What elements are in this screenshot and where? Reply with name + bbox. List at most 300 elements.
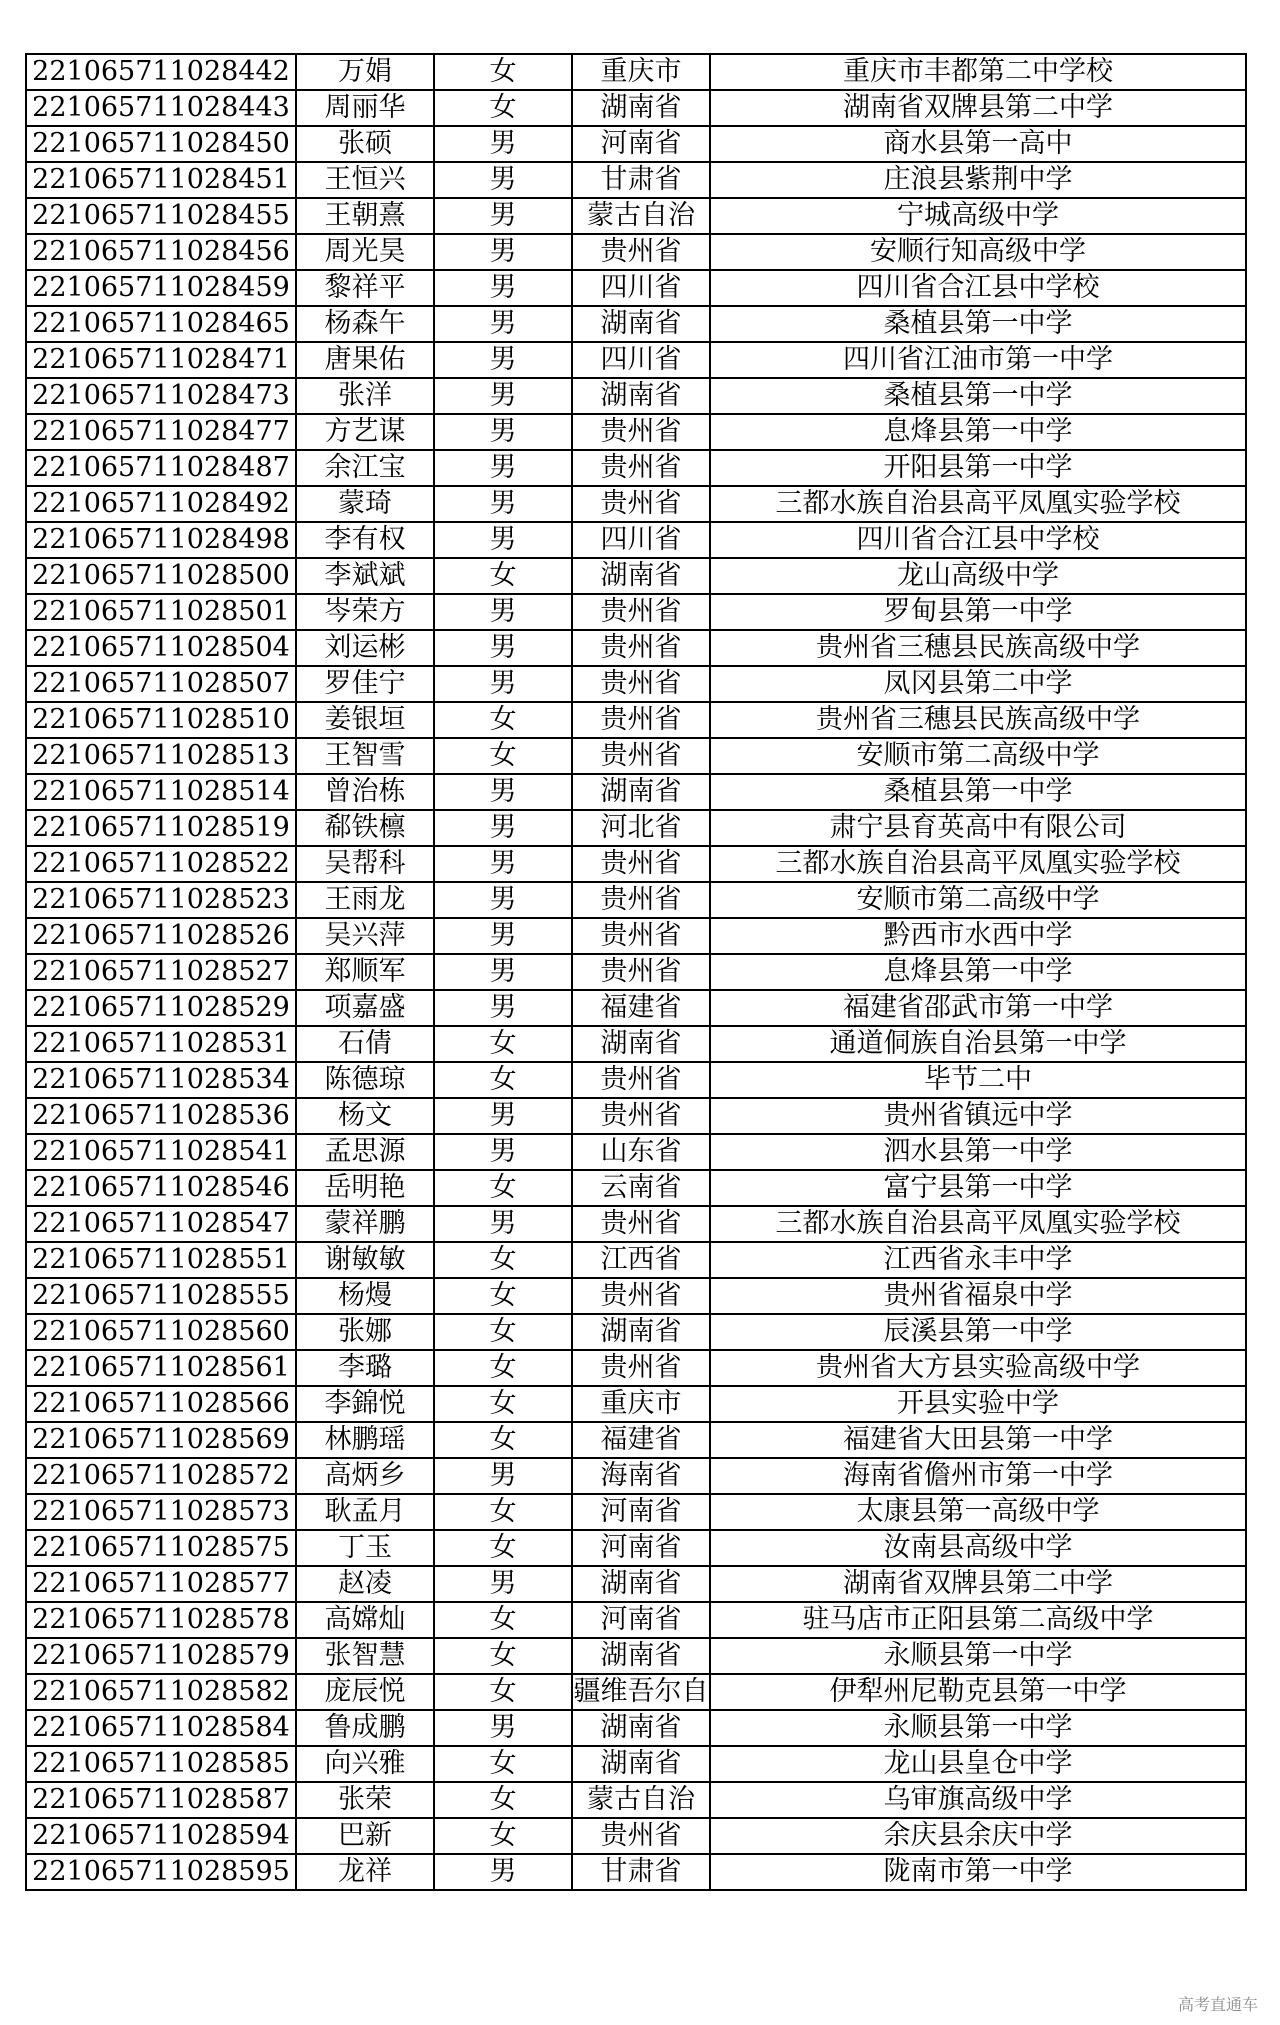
exam-id-cell: 221065711028459 bbox=[26, 270, 296, 306]
school-cell: 汝南县高级中学 bbox=[710, 1530, 1246, 1566]
gender-cell: 男 bbox=[434, 342, 572, 378]
table-row bbox=[26, 342, 1246, 378]
school-cell: 肃宁县育英高中有限公司 bbox=[710, 810, 1246, 846]
gender-cell: 男 bbox=[434, 918, 572, 954]
exam-id-cell: 221065711028560 bbox=[26, 1314, 296, 1350]
table-row bbox=[26, 594, 1246, 630]
exam-id-cell: 221065711028594 bbox=[26, 1818, 296, 1854]
school-cell: 贵州省三穗县民族高级中学 bbox=[710, 630, 1246, 666]
exam-id-cell: 221065711028526 bbox=[26, 918, 296, 954]
name-cell: 王智雪 bbox=[296, 738, 434, 774]
school-cell: 贵州省三穗县民族高级中学 bbox=[710, 702, 1246, 738]
school-cell: 安顺行知高级中学 bbox=[710, 234, 1246, 270]
school-cell: 龙山高级中学 bbox=[710, 558, 1246, 594]
gender-cell: 女 bbox=[434, 1350, 572, 1386]
table-row bbox=[26, 414, 1246, 450]
gender-cell: 男 bbox=[434, 522, 572, 558]
table-row bbox=[26, 90, 1246, 126]
province-cell: 四川省 bbox=[572, 270, 710, 306]
exam-id-cell: 221065711028547 bbox=[26, 1206, 296, 1242]
name-cell: 杨熳 bbox=[296, 1278, 434, 1314]
table-row bbox=[26, 918, 1246, 954]
exam-id-cell: 221065711028569 bbox=[26, 1422, 296, 1458]
province-cell: 湖南省 bbox=[572, 1566, 710, 1602]
gender-cell: 男 bbox=[434, 414, 572, 450]
table-row bbox=[26, 162, 1246, 198]
table-row bbox=[26, 1098, 1246, 1134]
exam-id-cell: 221065711028504 bbox=[26, 630, 296, 666]
table-row bbox=[26, 630, 1246, 666]
school-cell: 余庆县余庆中学 bbox=[710, 1818, 1246, 1854]
table-row bbox=[26, 1422, 1246, 1458]
table-row bbox=[26, 846, 1246, 882]
exam-id-cell: 221065711028534 bbox=[26, 1062, 296, 1098]
name-cell: 石倩 bbox=[296, 1026, 434, 1062]
exam-id-cell: 221065711028585 bbox=[26, 1746, 296, 1782]
school-cell: 湖南省双牌县第二中学 bbox=[710, 1566, 1246, 1602]
gender-cell: 男 bbox=[434, 774, 572, 810]
name-cell: 张智慧 bbox=[296, 1638, 434, 1674]
gender-cell: 男 bbox=[434, 1854, 572, 1890]
exam-id-cell: 221065711028456 bbox=[26, 234, 296, 270]
province-cell: 贵州省 bbox=[572, 450, 710, 486]
province-cell: 重庆市 bbox=[572, 1386, 710, 1422]
table-row bbox=[26, 198, 1246, 234]
table-row bbox=[26, 522, 1246, 558]
table-row bbox=[26, 1638, 1246, 1674]
province-cell: 湖南省 bbox=[572, 1026, 710, 1062]
name-cell: 赵凌 bbox=[296, 1566, 434, 1602]
gender-cell: 男 bbox=[434, 126, 572, 162]
gender-cell: 男 bbox=[434, 450, 572, 486]
school-cell: 四川省合江县中学校 bbox=[710, 270, 1246, 306]
province-cell: 贵州省 bbox=[572, 666, 710, 702]
province-cell: 湖南省 bbox=[572, 306, 710, 342]
exam-id-cell: 221065711028536 bbox=[26, 1098, 296, 1134]
exam-id-cell: 221065711028500 bbox=[26, 558, 296, 594]
name-cell: 庞辰悦 bbox=[296, 1674, 434, 1710]
name-cell: 李斌斌 bbox=[296, 558, 434, 594]
gender-cell: 女 bbox=[434, 702, 572, 738]
gender-cell: 男 bbox=[434, 594, 572, 630]
name-cell: 姜银垣 bbox=[296, 702, 434, 738]
name-cell: 余江宝 bbox=[296, 450, 434, 486]
school-cell: 安顺市第二高级中学 bbox=[710, 738, 1246, 774]
name-cell: 耿孟月 bbox=[296, 1494, 434, 1530]
school-cell: 开县实验中学 bbox=[710, 1386, 1246, 1422]
province-cell: 湖南省 bbox=[572, 1746, 710, 1782]
student-roster-table bbox=[25, 53, 1247, 1891]
name-cell: 项嘉盛 bbox=[296, 990, 434, 1026]
province-cell: 云南省 bbox=[572, 1170, 710, 1206]
school-cell: 贵州省镇远中学 bbox=[710, 1098, 1246, 1134]
school-cell: 三都水族自治县高平凤凰实验学校 bbox=[710, 486, 1246, 522]
gender-cell: 女 bbox=[434, 1422, 572, 1458]
name-cell: 张娜 bbox=[296, 1314, 434, 1350]
name-cell: 吴兴萍 bbox=[296, 918, 434, 954]
name-cell: 巴新 bbox=[296, 1818, 434, 1854]
province-cell: 四川省 bbox=[572, 342, 710, 378]
exam-id-cell: 221065711028573 bbox=[26, 1494, 296, 1530]
name-cell: 郗铁檩 bbox=[296, 810, 434, 846]
name-cell: 李錦悦 bbox=[296, 1386, 434, 1422]
province-cell: 湖南省 bbox=[572, 90, 710, 126]
gender-cell: 女 bbox=[434, 1746, 572, 1782]
gender-cell: 男 bbox=[434, 1458, 572, 1494]
gender-cell: 女 bbox=[434, 738, 572, 774]
table-row bbox=[26, 738, 1246, 774]
gender-cell: 女 bbox=[434, 1062, 572, 1098]
table-row bbox=[26, 1350, 1246, 1386]
exam-id-cell: 221065711028471 bbox=[26, 342, 296, 378]
table-row bbox=[26, 54, 1246, 90]
name-cell: 王朝熹 bbox=[296, 198, 434, 234]
watermark: 高考直通车 bbox=[1177, 1995, 1258, 2014]
province-cell: 湖南省 bbox=[572, 1314, 710, 1350]
table-row bbox=[26, 486, 1246, 522]
exam-id-cell: 221065711028579 bbox=[26, 1638, 296, 1674]
school-cell: 黔西市水西中学 bbox=[710, 918, 1246, 954]
province-cell: 贵州省 bbox=[572, 918, 710, 954]
province-cell: 四川省 bbox=[572, 522, 710, 558]
name-cell: 杨森午 bbox=[296, 306, 434, 342]
gender-cell: 女 bbox=[434, 54, 572, 90]
school-cell: 贵州省福泉中学 bbox=[710, 1278, 1246, 1314]
table-row bbox=[26, 666, 1246, 702]
school-cell: 四川省合江县中学校 bbox=[710, 522, 1246, 558]
gender-cell: 女 bbox=[434, 1494, 572, 1530]
exam-id-cell: 221065711028442 bbox=[26, 54, 296, 90]
table-row bbox=[26, 1782, 1246, 1818]
school-cell: 贵州省大方县实验高级中学 bbox=[710, 1350, 1246, 1386]
province-cell: 湖南省 bbox=[572, 1638, 710, 1674]
gender-cell: 女 bbox=[434, 1818, 572, 1854]
exam-id-cell: 221065711028575 bbox=[26, 1530, 296, 1566]
exam-id-cell: 221065711028529 bbox=[26, 990, 296, 1026]
exam-id-cell: 221065711028507 bbox=[26, 666, 296, 702]
exam-id-cell: 221065711028455 bbox=[26, 198, 296, 234]
exam-id-cell: 221065711028541 bbox=[26, 1134, 296, 1170]
name-cell: 周光昊 bbox=[296, 234, 434, 270]
gender-cell: 女 bbox=[434, 1278, 572, 1314]
school-cell: 泗水县第一中学 bbox=[710, 1134, 1246, 1170]
name-cell: 郑顺军 bbox=[296, 954, 434, 990]
province-cell: 河南省 bbox=[572, 1530, 710, 1566]
table-row bbox=[26, 306, 1246, 342]
name-cell: 唐果佑 bbox=[296, 342, 434, 378]
province-cell: 贵州省 bbox=[572, 882, 710, 918]
province-cell: 河南省 bbox=[572, 126, 710, 162]
table-row bbox=[26, 1134, 1246, 1170]
school-cell: 辰溪县第一中学 bbox=[710, 1314, 1246, 1350]
table-row bbox=[26, 1854, 1246, 1890]
name-cell: 龙祥 bbox=[296, 1854, 434, 1890]
gender-cell: 男 bbox=[434, 990, 572, 1026]
exam-id-cell: 221065711028443 bbox=[26, 90, 296, 126]
table-row bbox=[26, 1206, 1246, 1242]
province-cell: 贵州省 bbox=[572, 1818, 710, 1854]
gender-cell: 男 bbox=[434, 234, 572, 270]
province-cell: 贵州省 bbox=[572, 846, 710, 882]
province-cell: 福建省 bbox=[572, 1422, 710, 1458]
school-cell: 富宁县第一中学 bbox=[710, 1170, 1246, 1206]
school-cell: 罗甸县第一中学 bbox=[710, 594, 1246, 630]
gender-cell: 男 bbox=[434, 1206, 572, 1242]
province-cell: 蒙古自治 bbox=[572, 1782, 710, 1818]
name-cell: 万娟 bbox=[296, 54, 434, 90]
name-cell: 谢敏敏 bbox=[296, 1242, 434, 1278]
table-row bbox=[26, 1530, 1246, 1566]
province-cell: 贵州省 bbox=[572, 234, 710, 270]
name-cell: 曾治栋 bbox=[296, 774, 434, 810]
province-cell: 贵州省 bbox=[572, 1098, 710, 1134]
exam-id-cell: 221065711028561 bbox=[26, 1350, 296, 1386]
name-cell: 岑荣方 bbox=[296, 594, 434, 630]
table-row bbox=[26, 1386, 1246, 1422]
name-cell: 吴帮科 bbox=[296, 846, 434, 882]
gender-cell: 男 bbox=[434, 1710, 572, 1746]
exam-id-cell: 221065711028513 bbox=[26, 738, 296, 774]
exam-id-cell: 221065711028451 bbox=[26, 162, 296, 198]
exam-id-cell: 221065711028578 bbox=[26, 1602, 296, 1638]
name-cell: 李有权 bbox=[296, 522, 434, 558]
exam-id-cell: 221065711028531 bbox=[26, 1026, 296, 1062]
name-cell: 丁玉 bbox=[296, 1530, 434, 1566]
exam-id-cell: 221065711028523 bbox=[26, 882, 296, 918]
exam-id-cell: 221065711028473 bbox=[26, 378, 296, 414]
province-cell: 疆维吾尔自 bbox=[572, 1674, 710, 1710]
province-cell: 河南省 bbox=[572, 1494, 710, 1530]
name-cell: 林鹏瑶 bbox=[296, 1422, 434, 1458]
school-cell: 湖南省双牌县第二中学 bbox=[710, 90, 1246, 126]
school-cell: 太康县第一高级中学 bbox=[710, 1494, 1246, 1530]
exam-id-cell: 221065711028572 bbox=[26, 1458, 296, 1494]
gender-cell: 女 bbox=[434, 1638, 572, 1674]
name-cell: 高嫦灿 bbox=[296, 1602, 434, 1638]
table-row bbox=[26, 1674, 1246, 1710]
school-cell: 息烽县第一中学 bbox=[710, 414, 1246, 450]
name-cell: 张荣 bbox=[296, 1782, 434, 1818]
table-row bbox=[26, 558, 1246, 594]
school-cell: 息烽县第一中学 bbox=[710, 954, 1246, 990]
school-cell: 永顺县第一中学 bbox=[710, 1638, 1246, 1674]
school-cell: 四川省江油市第一中学 bbox=[710, 342, 1246, 378]
exam-id-cell: 221065711028498 bbox=[26, 522, 296, 558]
exam-id-cell: 221065711028465 bbox=[26, 306, 296, 342]
gender-cell: 男 bbox=[434, 162, 572, 198]
province-cell: 福建省 bbox=[572, 990, 710, 1026]
gender-cell: 女 bbox=[434, 1386, 572, 1422]
gender-cell: 男 bbox=[434, 486, 572, 522]
gender-cell: 男 bbox=[434, 378, 572, 414]
province-cell: 贵州省 bbox=[572, 738, 710, 774]
school-cell: 伊犁州尼勒克县第一中学 bbox=[710, 1674, 1246, 1710]
name-cell: 向兴雅 bbox=[296, 1746, 434, 1782]
province-cell: 湖南省 bbox=[572, 1710, 710, 1746]
province-cell: 贵州省 bbox=[572, 594, 710, 630]
gender-cell: 男 bbox=[434, 198, 572, 234]
name-cell: 陈德琼 bbox=[296, 1062, 434, 1098]
school-cell: 三都水族自治县高平凤凰实验学校 bbox=[710, 846, 1246, 882]
province-cell: 贵州省 bbox=[572, 414, 710, 450]
school-cell: 乌审旗高级中学 bbox=[710, 1782, 1246, 1818]
exam-id-cell: 221065711028566 bbox=[26, 1386, 296, 1422]
school-cell: 开阳县第一中学 bbox=[710, 450, 1246, 486]
province-cell: 河北省 bbox=[572, 810, 710, 846]
table-row bbox=[26, 234, 1246, 270]
province-cell: 贵州省 bbox=[572, 702, 710, 738]
name-cell: 张洋 bbox=[296, 378, 434, 414]
exam-id-cell: 221065711028492 bbox=[26, 486, 296, 522]
exam-id-cell: 221065711028519 bbox=[26, 810, 296, 846]
province-cell: 甘肃省 bbox=[572, 162, 710, 198]
name-cell: 岳明艳 bbox=[296, 1170, 434, 1206]
name-cell: 黎祥平 bbox=[296, 270, 434, 306]
school-cell: 福建省邵武市第一中学 bbox=[710, 990, 1246, 1026]
province-cell: 贵州省 bbox=[572, 1350, 710, 1386]
province-cell: 湖南省 bbox=[572, 558, 710, 594]
table-row bbox=[26, 1602, 1246, 1638]
exam-id-cell: 221065711028450 bbox=[26, 126, 296, 162]
table-row bbox=[26, 1242, 1246, 1278]
exam-id-cell: 221065711028514 bbox=[26, 774, 296, 810]
table-row bbox=[26, 1458, 1246, 1494]
table-row bbox=[26, 1494, 1246, 1530]
school-cell: 桑植县第一中学 bbox=[710, 378, 1246, 414]
province-cell: 贵州省 bbox=[572, 1278, 710, 1314]
table-row bbox=[26, 1746, 1246, 1782]
table-row bbox=[26, 774, 1246, 810]
province-cell: 贵州省 bbox=[572, 1062, 710, 1098]
province-cell: 贵州省 bbox=[572, 1206, 710, 1242]
table-row bbox=[26, 990, 1246, 1026]
name-cell: 孟思源 bbox=[296, 1134, 434, 1170]
province-cell: 贵州省 bbox=[572, 630, 710, 666]
gender-cell: 女 bbox=[434, 1314, 572, 1350]
exam-id-cell: 221065711028501 bbox=[26, 594, 296, 630]
gender-cell: 男 bbox=[434, 1134, 572, 1170]
province-cell: 河南省 bbox=[572, 1602, 710, 1638]
gender-cell: 女 bbox=[434, 1242, 572, 1278]
name-cell: 杨文 bbox=[296, 1098, 434, 1134]
table-row bbox=[26, 1170, 1246, 1206]
gender-cell: 男 bbox=[434, 306, 572, 342]
province-cell: 甘肃省 bbox=[572, 1854, 710, 1890]
gender-cell: 男 bbox=[434, 846, 572, 882]
table-row bbox=[26, 1818, 1246, 1854]
name-cell: 张硕 bbox=[296, 126, 434, 162]
exam-id-cell: 221065711028477 bbox=[26, 414, 296, 450]
table-row bbox=[26, 1710, 1246, 1746]
table-row bbox=[26, 882, 1246, 918]
school-cell: 重庆市丰都第二中学校 bbox=[710, 54, 1246, 90]
school-cell: 通道侗族自治县第一中学 bbox=[710, 1026, 1246, 1062]
province-cell: 湖南省 bbox=[572, 378, 710, 414]
exam-id-cell: 221065711028584 bbox=[26, 1710, 296, 1746]
school-cell: 毕节二中 bbox=[710, 1062, 1246, 1098]
table-row bbox=[26, 1314, 1246, 1350]
gender-cell: 女 bbox=[434, 1602, 572, 1638]
name-cell: 王雨龙 bbox=[296, 882, 434, 918]
school-cell: 福建省大田县第一中学 bbox=[710, 1422, 1246, 1458]
school-cell: 安顺市第二高级中学 bbox=[710, 882, 1246, 918]
school-cell: 凤冈县第二中学 bbox=[710, 666, 1246, 702]
table-row bbox=[26, 270, 1246, 306]
gender-cell: 女 bbox=[434, 1530, 572, 1566]
name-cell: 王恒兴 bbox=[296, 162, 434, 198]
exam-id-cell: 221065711028510 bbox=[26, 702, 296, 738]
name-cell: 蒙琦 bbox=[296, 486, 434, 522]
name-cell: 蒙祥鹏 bbox=[296, 1206, 434, 1242]
gender-cell: 男 bbox=[434, 882, 572, 918]
table-row bbox=[26, 1566, 1246, 1602]
school-cell: 桑植县第一中学 bbox=[710, 774, 1246, 810]
exam-id-cell: 221065711028577 bbox=[26, 1566, 296, 1602]
name-cell: 罗佳宁 bbox=[296, 666, 434, 702]
gender-cell: 女 bbox=[434, 1026, 572, 1062]
table-row bbox=[26, 1062, 1246, 1098]
exam-id-cell: 221065711028546 bbox=[26, 1170, 296, 1206]
table-row bbox=[26, 954, 1246, 990]
table-row bbox=[26, 450, 1246, 486]
table-row bbox=[26, 1026, 1246, 1062]
roster-body bbox=[26, 54, 1246, 1890]
school-cell: 海南省儋州市第一中学 bbox=[710, 1458, 1246, 1494]
table-row bbox=[26, 1278, 1246, 1314]
table-row bbox=[26, 702, 1246, 738]
school-cell: 永顺县第一中学 bbox=[710, 1710, 1246, 1746]
exam-id-cell: 221065711028487 bbox=[26, 450, 296, 486]
gender-cell: 男 bbox=[434, 954, 572, 990]
province-cell: 贵州省 bbox=[572, 486, 710, 522]
exam-id-cell: 221065711028595 bbox=[26, 1854, 296, 1890]
school-cell: 龙山县皇仓中学 bbox=[710, 1746, 1246, 1782]
table-row bbox=[26, 810, 1246, 846]
school-cell: 陇南市第一中学 bbox=[710, 1854, 1246, 1890]
exam-id-cell: 221065711028551 bbox=[26, 1242, 296, 1278]
school-cell: 庄浪县紫荆中学 bbox=[710, 162, 1246, 198]
name-cell: 李璐 bbox=[296, 1350, 434, 1386]
gender-cell: 男 bbox=[434, 1098, 572, 1134]
gender-cell: 女 bbox=[434, 90, 572, 126]
gender-cell: 男 bbox=[434, 810, 572, 846]
name-cell: 方艺谋 bbox=[296, 414, 434, 450]
gender-cell: 女 bbox=[434, 1782, 572, 1818]
gender-cell: 男 bbox=[434, 630, 572, 666]
name-cell: 鲁成鹏 bbox=[296, 1710, 434, 1746]
province-cell: 重庆市 bbox=[572, 54, 710, 90]
province-cell: 海南省 bbox=[572, 1458, 710, 1494]
gender-cell: 女 bbox=[434, 1170, 572, 1206]
exam-id-cell: 221065711028582 bbox=[26, 1674, 296, 1710]
exam-id-cell: 221065711028555 bbox=[26, 1278, 296, 1314]
gender-cell: 男 bbox=[434, 1566, 572, 1602]
name-cell: 周丽华 bbox=[296, 90, 434, 126]
school-cell: 商水县第一高中 bbox=[710, 126, 1246, 162]
school-cell: 江西省永丰中学 bbox=[710, 1242, 1246, 1278]
province-cell: 贵州省 bbox=[572, 954, 710, 990]
name-cell: 刘运彬 bbox=[296, 630, 434, 666]
school-cell: 三都水族自治县高平凤凰实验学校 bbox=[710, 1206, 1246, 1242]
gender-cell: 男 bbox=[434, 666, 572, 702]
name-cell: 高炳乡 bbox=[296, 1458, 434, 1494]
province-cell: 蒙古自治 bbox=[572, 198, 710, 234]
province-cell: 江西省 bbox=[572, 1242, 710, 1278]
province-cell: 湖南省 bbox=[572, 774, 710, 810]
gender-cell: 男 bbox=[434, 270, 572, 306]
table-row bbox=[26, 126, 1246, 162]
exam-id-cell: 221065711028522 bbox=[26, 846, 296, 882]
